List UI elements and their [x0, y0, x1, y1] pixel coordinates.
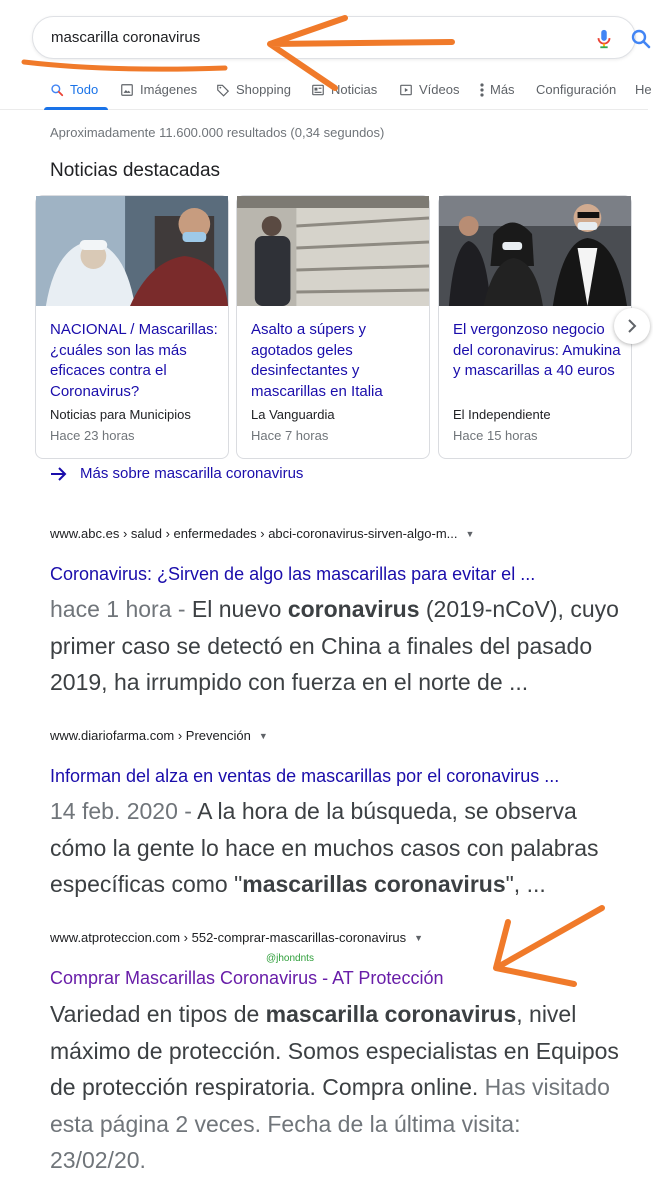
news-card[interactable] [236, 195, 430, 459]
snippet-highlight: mascarillas coronavirus [242, 871, 506, 897]
search-icon[interactable] [629, 27, 653, 51]
chevron-right-icon [626, 319, 638, 333]
result-date: 14 feb. 2020 - [50, 798, 192, 824]
news-card-source: El Independiente [453, 407, 551, 422]
news-card-source: La Vanguardia [251, 407, 335, 422]
tag-icon [216, 83, 230, 97]
play-icon [399, 83, 413, 97]
news-card-source: Noticias para Municipios [50, 407, 191, 422]
result-url[interactable] [50, 728, 268, 743]
snippet-text: , nivel máximo de protección. Somos especialistas en Equipos de protección respiratoria. Compra online. [50, 1001, 619, 1100]
result-url[interactable] [50, 526, 474, 541]
tab-label: Más [490, 82, 515, 97]
more-news-label: Más sobre mascarilla coronavirus [80, 465, 304, 482]
result-snippet [50, 996, 620, 1179]
watermark: @jhondnts [266, 953, 314, 964]
news-card-title[interactable]: NACIONAL / Mascarillas: ¿cuáles son las más eficaces contra el Coronavirus? [50, 321, 218, 400]
search-tabs [0, 70, 652, 110]
tab-label: He [635, 82, 652, 97]
dropdown-caret-icon[interactable]: ▼ [258, 730, 268, 741]
result-url[interactable] [50, 930, 423, 945]
snippet-text: ", ... [505, 871, 546, 897]
annotation-underline [24, 62, 225, 69]
result-snippet [50, 793, 620, 903]
top-stories-title: Noticias destacadas [50, 160, 221, 181]
tab-imagenes[interactable] [120, 82, 197, 97]
news-thumbnail [237, 196, 429, 306]
news-card[interactable] [438, 195, 632, 459]
arrow-right-icon [50, 467, 68, 481]
snippet-text: Variedad en tipos de [50, 1001, 260, 1027]
dropdown-caret-icon[interactable]: ▼ [414, 932, 424, 943]
result-stats: Aproximadamente 11.600.000 resultados (0,34 segundos) [50, 125, 385, 140]
carousel-next-button[interactable] [614, 308, 650, 344]
snippet-highlight: mascarilla coronavirus [265, 1001, 517, 1027]
visited-note: Has visitado esta página 2 veces. Fecha de la última visita: 23/02/20. [50, 1074, 610, 1173]
dropdown-caret-icon[interactable]: ▼ [465, 528, 475, 539]
result-title[interactable]: Comprar Mascarillas Coronavirus - AT Protección [50, 968, 444, 988]
result-url-text: www.abc.es › salud › enfermedades › abci-coronavirus-sirven-algo-m... [50, 526, 458, 541]
news-card-time: Hace 7 horas [251, 428, 329, 443]
news-card[interactable] [35, 195, 229, 459]
tab-configuracion[interactable] [536, 82, 616, 97]
tab-label: Vídeos [419, 82, 460, 97]
snippet-text: A la hora de la búsqueda, se observa cómo la gente lo hace en muchos casos con palabras específicas como " [50, 798, 599, 897]
snippet-highlight: coronavirus [287, 596, 420, 622]
tab-todo[interactable] [50, 82, 98, 97]
result-title[interactable]: Coronavirus: ¿Sirven de algo las mascarillas para evitar el ... [50, 564, 536, 584]
tab-mas[interactable] [480, 82, 515, 97]
tab-videos[interactable] [399, 82, 459, 97]
search-bar[interactable] [32, 16, 636, 59]
annotation-arrow [496, 908, 602, 984]
tab-label: Todo [70, 82, 99, 97]
more-vert-icon [480, 83, 484, 97]
news-card-title[interactable]: Asalto a súpers y agotados geles desinfectantes y mascarillas en Italia [251, 321, 383, 400]
result-snippet [50, 591, 620, 701]
snippet-text: (2019-nCoV), cuyo primer caso se detectó en China a finales del pasado 2019, ha irrumpido con fuerza en el norte de ... [50, 596, 619, 695]
search-input[interactable]: mascarilla coronavirus [51, 29, 201, 46]
news-thumbnail [36, 196, 228, 306]
tab-label: Configuración [536, 82, 617, 97]
tab-herramientas[interactable] [635, 82, 652, 97]
tab-label: Imágenes [140, 82, 198, 97]
news-card-title[interactable]: El vergonzoso negocio del coronavirus: Amukina y mascarillas a 40 euros [453, 321, 621, 379]
snippet-text: El nuevo [191, 596, 282, 622]
tab-noticias[interactable] [311, 82, 377, 97]
image-icon [120, 83, 134, 97]
news-card-time: Hace 15 horas [453, 428, 538, 443]
search-icon [50, 83, 64, 97]
result-title[interactable]: Informan del alza en ventas de mascarillas por el coronavirus ... [50, 766, 560, 786]
active-tab-indicator [44, 107, 108, 110]
result-url-text: www.diariofarma.com › Prevención [50, 728, 251, 743]
more-news-link[interactable] [50, 465, 303, 482]
news-card-time: Hace 23 horas [50, 428, 135, 443]
tab-label: Shopping [236, 82, 291, 97]
tab-shopping[interactable] [216, 82, 291, 97]
news-thumbnail [439, 196, 631, 306]
news-icon [311, 83, 325, 97]
tab-label: Noticias [331, 82, 378, 97]
result-url-text: www.atproteccion.com › 552-comprar-mascarillas-coronavirus [50, 930, 407, 945]
mic-icon[interactable] [593, 27, 615, 51]
result-date: hace 1 hora - [50, 596, 186, 622]
